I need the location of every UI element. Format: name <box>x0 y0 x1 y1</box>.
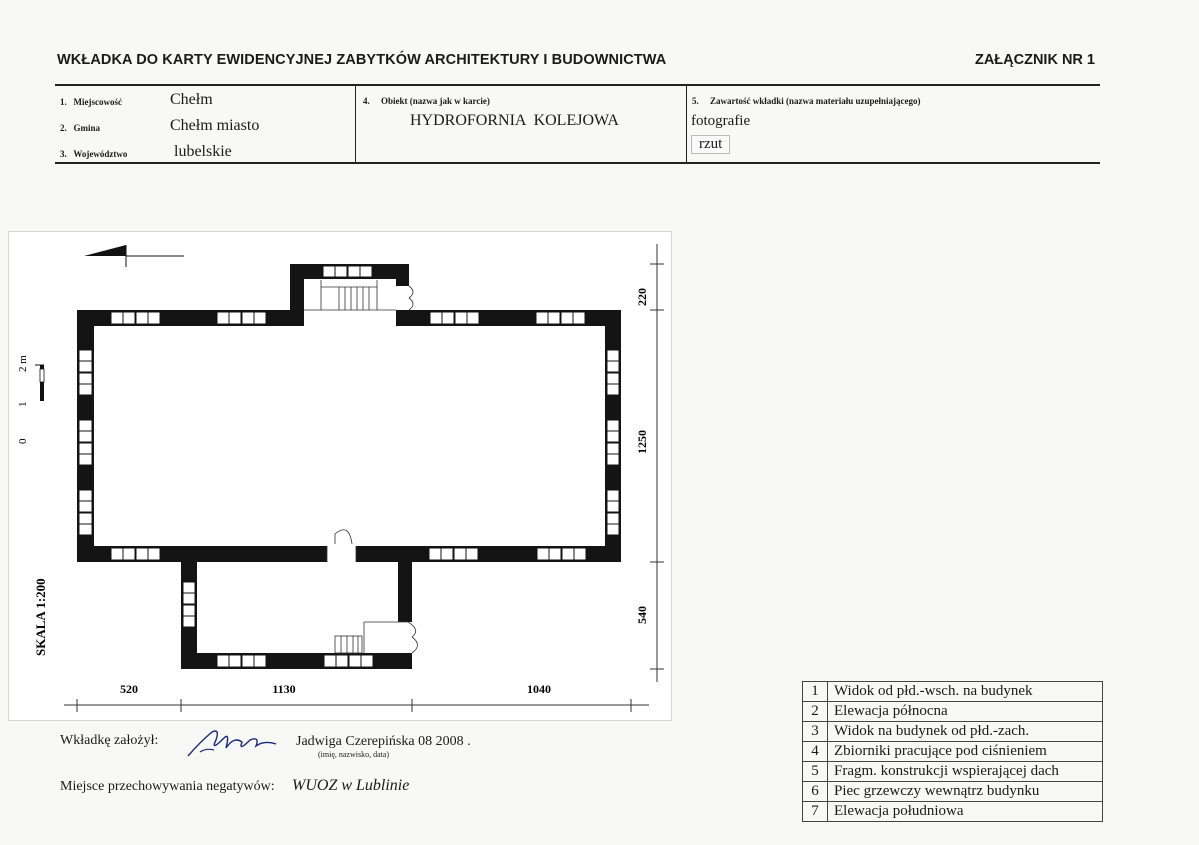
contents-label: 5. Zawartość wkładki (nazwa materiału uzupełniającego) <box>692 96 921 106</box>
commune-value: Chełm miasto <box>170 117 260 134</box>
object-label: 4. Obiekt (nazwa jak w karcie) <box>363 96 490 106</box>
commune-label: 2. Gmina <box>60 123 101 133</box>
header-bottom-rule <box>55 162 1100 164</box>
table-row <box>803 742 1103 762</box>
legend-text: Widok od płd.-wsch. na budynek <box>828 682 1103 702</box>
voivodeship-label: 3. Województwo <box>60 149 128 159</box>
legend-num: 2 <box>803 702 828 722</box>
legend-text: Widok na budynek od płd.-zach. <box>828 722 1103 742</box>
header-top-rule <box>55 84 1100 86</box>
locality-value: Chełm <box>170 91 213 108</box>
signature-icon <box>180 722 290 762</box>
table-row <box>803 782 1103 802</box>
author-hint: (imię, nazwisko, data) <box>318 750 390 759</box>
scale-bar <box>35 365 44 401</box>
storage-value: WUOZ w Lublinie <box>292 777 410 794</box>
legend-text: Zbiorniki pracujące pod ciśnieniem <box>828 742 1103 762</box>
scale-label: SKALA 1:200 <box>33 578 48 656</box>
header-divider-1 <box>355 85 356 162</box>
legend-num: 5 <box>803 762 828 782</box>
scale-tick-0: 0 <box>17 438 29 444</box>
window-mullions <box>79 266 619 667</box>
floor-plan-panel <box>8 231 672 721</box>
voivodeship-value: lubelskie <box>174 143 232 160</box>
building-walls <box>77 264 621 669</box>
dim-bottom-1: 520 <box>120 682 138 696</box>
table-row <box>803 762 1103 782</box>
scale-tick-2: 2 m <box>17 355 29 372</box>
legend-text: Elewacja południowa <box>828 802 1103 822</box>
legend-text: Elewacja północna <box>828 702 1103 722</box>
dim-bottom-3: 1040 <box>527 682 551 696</box>
contents-value-plan: rzut <box>691 135 730 154</box>
dim-right-3: 540 <box>635 606 649 624</box>
legend-text: Piec grzewczy wewnątrz budynku <box>828 782 1103 802</box>
table-row <box>803 722 1103 742</box>
scale-tick-1: 1 <box>17 401 29 407</box>
document-title: WKŁADKA DO KARTY EWIDENCYJNEJ ZABYTKÓW ARCHITEKTURY I BUDOWNICTWA <box>57 52 667 68</box>
windows <box>79 266 619 667</box>
dim-right-1: 220 <box>635 288 649 306</box>
legend-text: Fragm. konstrukcji wspierającej dach <box>828 762 1103 782</box>
author-label: Wkładkę założył: <box>60 733 159 748</box>
table-row <box>803 702 1103 722</box>
locality-label: 1. Miejscowość <box>60 97 122 107</box>
legend-num: 4 <box>803 742 828 762</box>
photo-legend-table <box>802 681 1103 822</box>
interior-door <box>327 530 356 562</box>
storage-label: Miejsce przechowywania negatywów: <box>60 779 275 794</box>
legend-num: 1 <box>803 682 828 702</box>
table-row <box>803 682 1103 702</box>
header-divider-2 <box>686 85 687 162</box>
annex-label: ZAŁĄCZNIK NR 1 <box>974 52 1095 68</box>
dim-bottom-2: 1130 <box>272 682 296 696</box>
object-value: HYDROFORNIA KOLEJOWA <box>410 112 619 129</box>
legend-num: 6 <box>803 782 828 802</box>
legend-num: 3 <box>803 722 828 742</box>
table-row <box>803 802 1103 822</box>
annex-stairs <box>335 622 418 653</box>
dimension-line-bottom <box>64 699 649 712</box>
author-value: Jadwiga Czerepińska 08 2008 . <box>296 734 471 749</box>
floor-plan-drawing <box>9 232 671 720</box>
legend-num: 7 <box>803 802 828 822</box>
contents-value-photos: fotografie <box>691 113 751 129</box>
dim-right-2: 1250 <box>635 430 649 454</box>
dimension-line-right <box>650 244 664 682</box>
north-arrow-icon <box>84 245 184 267</box>
